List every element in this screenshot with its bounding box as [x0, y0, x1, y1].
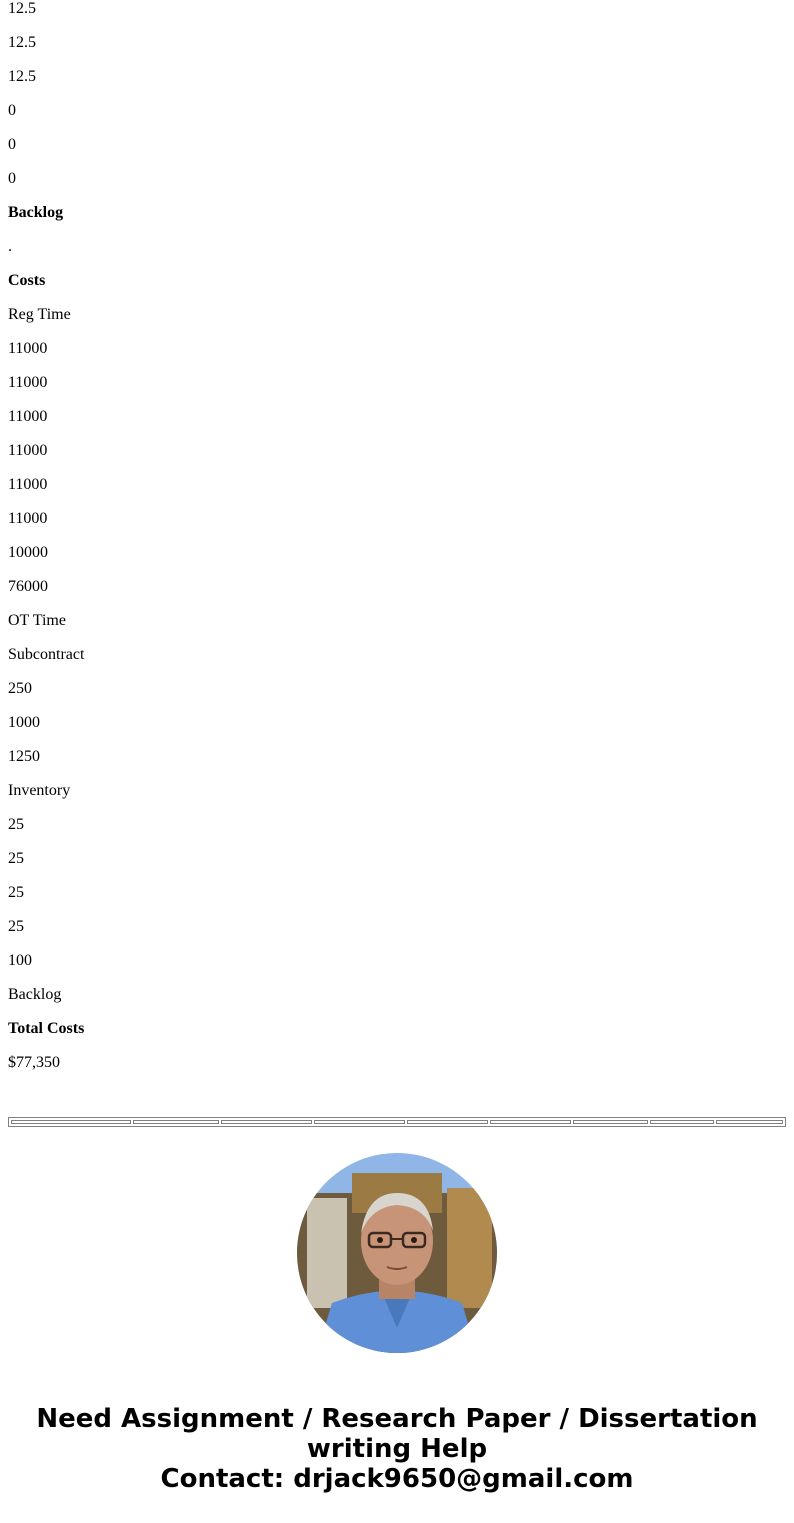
document-line: OT Time: [8, 612, 66, 629]
contact-banner-line-2: writing Help: [306, 1434, 488, 1464]
document-line: .: [8, 238, 12, 255]
document-line: 25: [8, 884, 24, 901]
table-cell: [133, 1120, 219, 1124]
document-line: Backlog: [8, 204, 64, 221]
document-line: Reg Time: [8, 306, 71, 323]
author-photo-avatar: [297, 1153, 497, 1353]
document-line: 11000: [8, 408, 48, 425]
document-line: Inventory: [8, 782, 71, 799]
table-cell: [650, 1120, 715, 1124]
document-line: 25: [8, 816, 24, 833]
contact-banner-line-1: Need Assignment / Research Paper / Dissertation: [36, 1404, 758, 1434]
document-line: 250: [8, 680, 32, 697]
document-line: 11000: [8, 340, 48, 357]
table-cell: [716, 1120, 783, 1124]
document-line: 12.5: [8, 68, 36, 85]
empty-table: [8, 1117, 786, 1127]
document-line: 0: [8, 136, 16, 153]
document-line: 76000: [8, 578, 48, 595]
table-cell: [490, 1120, 571, 1124]
table-cell: [11, 1120, 131, 1124]
document-line: Total Costs: [8, 1020, 85, 1037]
table-cell: [221, 1120, 312, 1124]
table-cell: [407, 1120, 489, 1124]
document-line: $77,350: [8, 1054, 60, 1071]
document-line: Subcontract: [8, 646, 85, 663]
document-line: 0: [8, 170, 16, 187]
document-line: 11000: [8, 476, 48, 493]
document-body: [8, 0, 786, 1088]
document-line: 25: [8, 918, 24, 935]
document-line: 11000: [8, 442, 48, 459]
document-line: 25: [8, 850, 24, 867]
document-line: Backlog: [8, 986, 62, 1003]
document-line: 12.5: [8, 34, 36, 51]
document-line: 11000: [8, 374, 48, 391]
document-line: Costs: [8, 272, 46, 289]
contact-banner: [0, 1404, 794, 1494]
document-line: 10000: [8, 544, 48, 561]
document-line: 100: [8, 952, 32, 969]
document-line: 12.5: [8, 0, 36, 17]
document-line: 1000: [8, 714, 40, 731]
table-cell: [314, 1120, 405, 1124]
document-line: 1250: [8, 748, 40, 765]
author-photo-icon: [297, 1153, 497, 1353]
document-line: 11000: [8, 510, 48, 527]
document-line: 0: [8, 102, 16, 119]
contact-email[interactable]: Contact: drjack9650@gmail.com: [160, 1464, 634, 1494]
table-cell: [573, 1120, 648, 1124]
